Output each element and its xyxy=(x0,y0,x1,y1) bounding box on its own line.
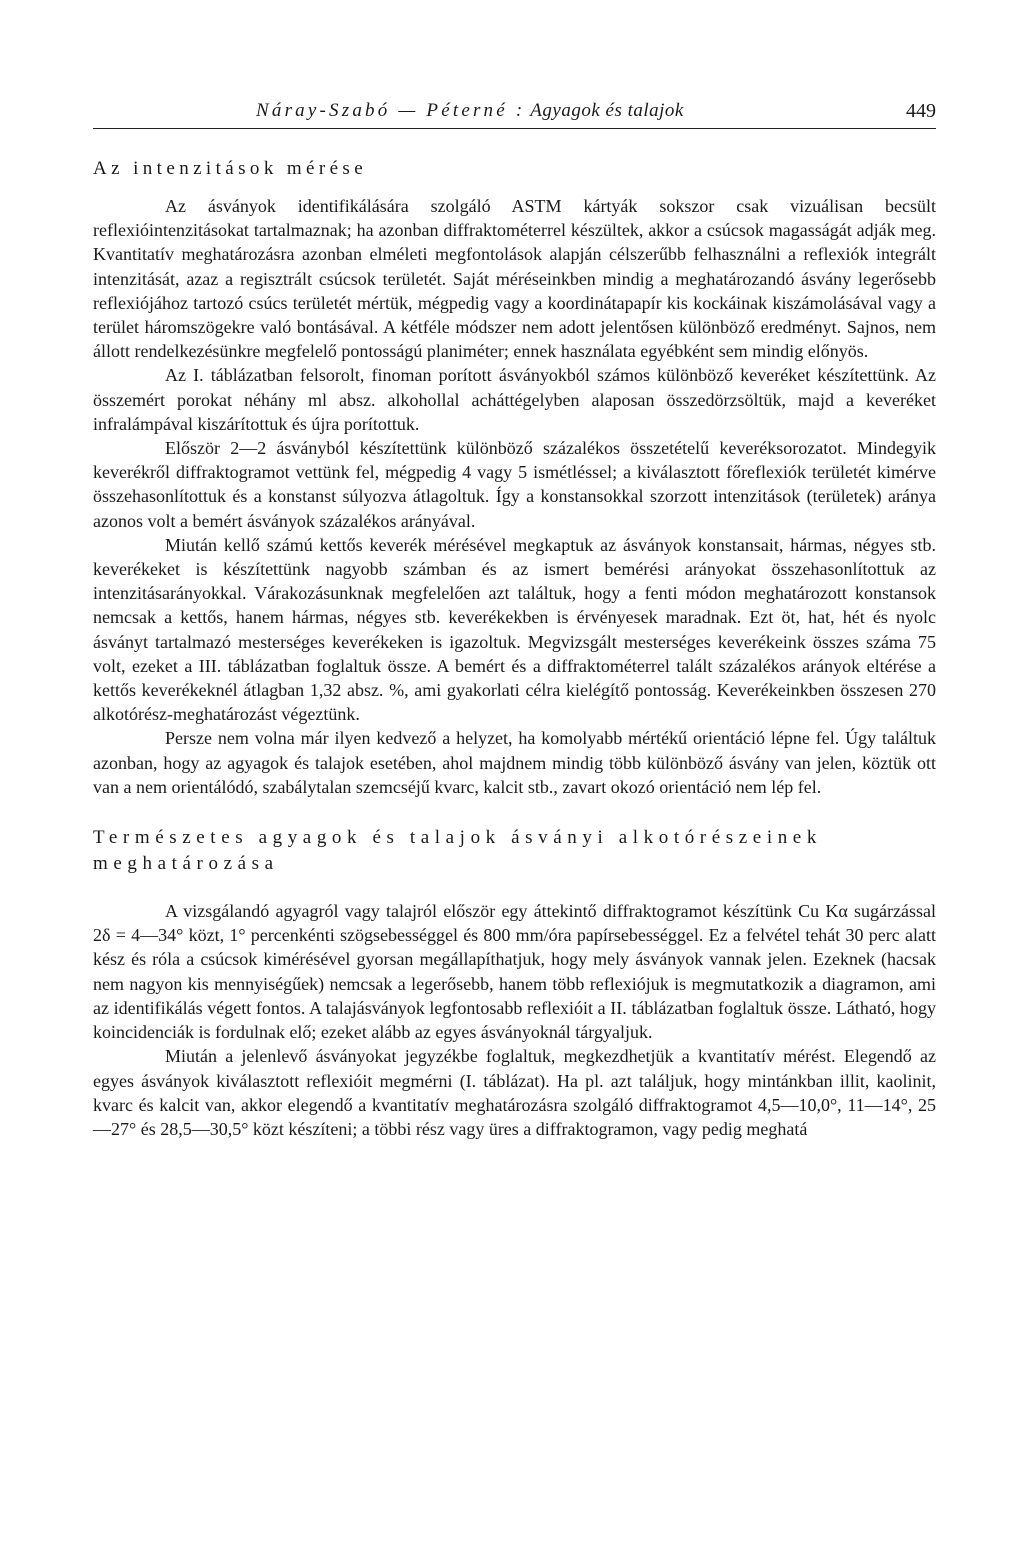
paragraph: Az ásványok identifikálására szolgáló ASTM kártyák sokszor csak vizuálisan becsült reflexióintenzitásokat tartalmaznak; ha azonban diffraktométerrel készültek, akkor a csúcsok magasságát adják meg. Kvantitatív meghatározásra azonban elméleti megfontolások alapján célszerűbb felhasználni a reflexiók integrált intenzitását, azaz a regisztrált csúcsok területét. Saját méréseinkben mindig a meghatározandó ásvány legerősebb reflexiójához tartozó csúcs területét mértük, mégpedig vagy a koordinátapapír kis kockáinak kiszámolásával vagy a terület háromszögekre való bontásával. A kétféle módszer nem adott jelentősen különböző eredményt. Sajnos, nem állott rendelkezésünkre megfelelő pontosságú planiméter; ennek használata egyébként sem mindig előnyös. xyxy=(93,196,936,362)
paragraph: A vizsgálandó agyagról vagy talajról először egy áttekintő diffraktogramot készítünk Cu Kα sugárzással 2δ = 4—34° közt, 1° percenkénti szögsebességgel és 800 mm/óra papírsebességgel. Ez a felvétel tehát 30 perc alatt kész és róla a csúcsok kimérésével gyorsan megállapíthatjuk, hogy mely ásványok vannak jelen. Ezeknek (hacsak nem nagyon kis mennyiségűek) nemcsak a legerősebb, hanem több reflexiójuk is megmutatkozik a diagramon, ami az identifikálás végett fontos. A talajásványok legfontosabb reflexióit a II. táblázatban foglaltuk össze. Látható, hogy koincidenciák is fordulnak elő; ezeket alább az egyes ásványoknál tárgyaljuk. xyxy=(93,901,936,1043)
running-head-book-title: Agyagok és talajok xyxy=(530,100,684,121)
paragraph: Először 2—2 ásványból készítettünk különböző százalékos összetételű keveréksorozatot. Mindegyik keverékről diffraktogramot vettünk fel, mégpedig 4 vagy 5 ismétléssel; a kiválasztott főreflexiók területét kimérve összehasonlítottuk és a konstanst súlyozva átlagoltuk. Így a konstansokkal szorzott intenzitások (területek) aránya azonos volt a bemért ásványok százalékos arányával. xyxy=(93,438,936,531)
book-page xyxy=(93,98,936,1141)
paragraph: Az I. táblázatban felsorolt, finoman porított ásványokból számos különböző keveréket készítettünk. Az összemért porokat néhány ml absz. alkohollal acháttégelyben alaposan összedörzsöltük, majd a keveréket infralámpával kiszárítottuk és újra porítottuk. xyxy=(93,365,936,434)
paragraph: Miután kellő számú kettős keverék mérésével megkaptuk az ásványok konstansait, hármas, négyes stb. keverékeket is készítettünk nagyobb számban és az ismert bemérési arányokat összehasonlítottuk az intenzitásarányokkal. Várakozásunknak megfelelően azt találtuk, hogy a fenti módon meghatározott konstansok nemcsak a kettős, hanem hármas, négyes stb. keverékekben is érvényesek maradnak. Ezt öt, hat, hét és nyolc ásványt tartalmazó mesterséges keverékeken is igazoltuk. Megvizsgált mesterséges keverékeink összes száma 75 volt, ezeket a III. táblázatban foglaltuk össze. A bemért és a diffraktométerrel talált százalékos arányok eltérése a kettős keverékeknél átlagban 1,32 absz. %, ami gyakorlati célra kielégítő pontosság. Keverékeinkben összesen 270 alkotórész-meghatározást végeztünk. xyxy=(93,534,936,725)
section-heading-intensity-measurement: Az intenzitások mérése xyxy=(93,158,368,179)
running-head xyxy=(93,98,936,129)
running-head-title xyxy=(256,98,684,124)
running-head-author: Náray-Szabó — Péterné : xyxy=(256,100,526,121)
paragraph: Persze nem volna már ilyen kedvező a helyzet, ha komolyabb mértékű orientáció lépne fel. Úgy találtuk azonban, hogy az agyagok és talajok esetében, ahol majdnem mindig több különböző ásvány van jelen, köztük ott van a nem orientálódó, szabálytalan szemcséjű kvarc, kalcit stb., zavart okozó orientáció nem lép fel. xyxy=(93,728,936,797)
page-number: 449 xyxy=(906,100,936,122)
paragraph: Miután a jelenlevő ásványokat jegyzékbe foglaltuk, megkezdhetjük a kvantitatív mérést. Elegendő az egyes ásványok kiválasztott reflexióit megmérni (I. táblázat). Ha pl. azt találjuk, hogy mintánkban illit, kaolinit, kvarc és kalcit van, akkor elegendő a kvantitatív meghatározásra szolgáló diffraktogramot 4,5—10,0°, 11—14°, 25—27° és 28,5—30,5° közt készíteni; a többi rész vagy üres a diffraktogramon, vagy pedig meghatá xyxy=(93,1046,936,1139)
section-heading-mineral-determination: Természetes agyagok és talajok ásványi alkotórészeinek meghatározása xyxy=(93,827,822,875)
